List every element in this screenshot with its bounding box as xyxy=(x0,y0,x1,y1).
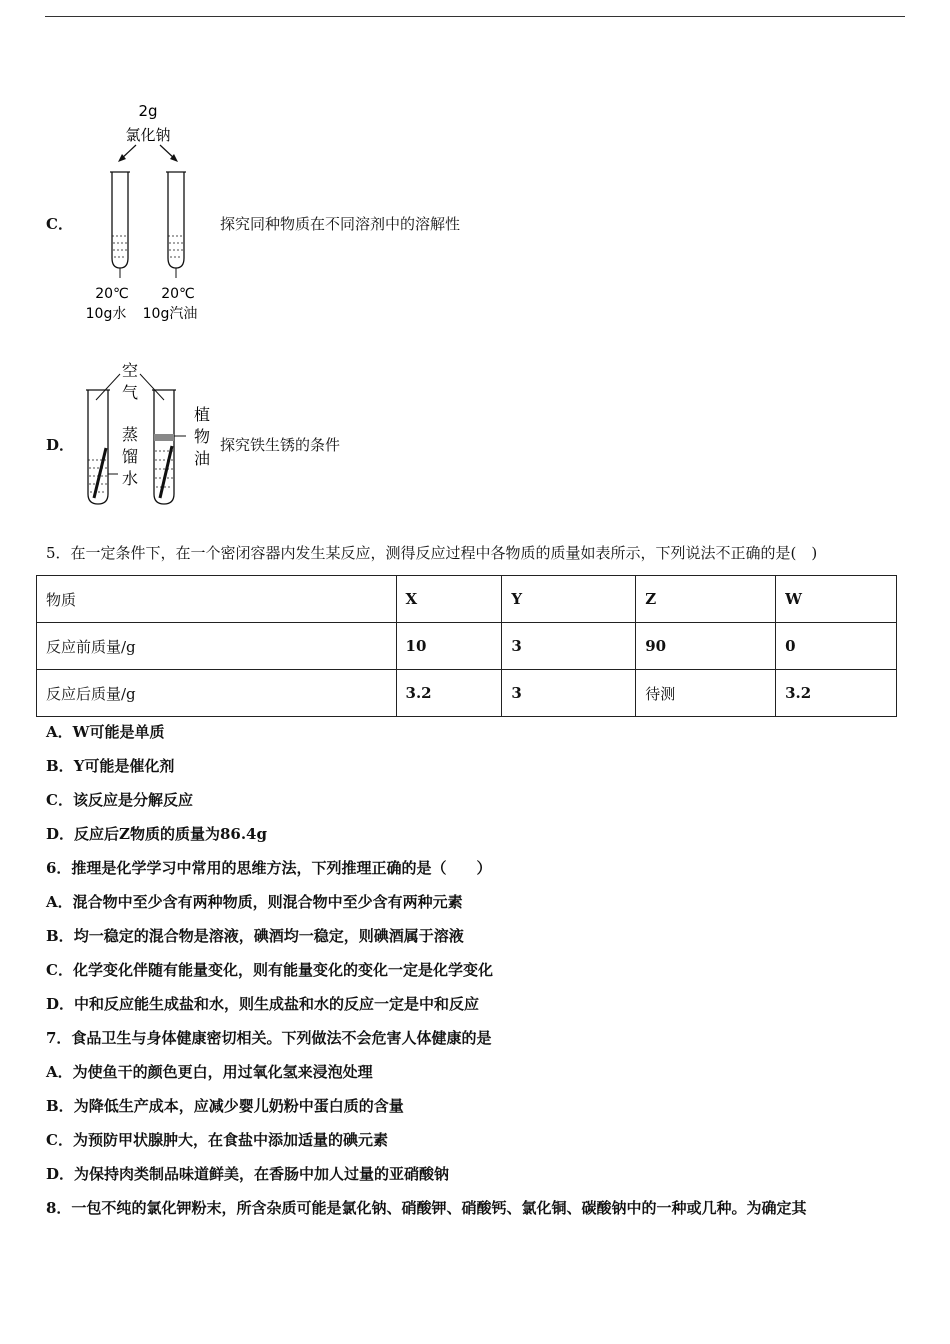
oil-label-2: 物 xyxy=(193,427,211,446)
table-header-row xyxy=(37,576,897,623)
option-text: 为预防甲状腺肿大，在食盐中添加适量的碘元素 xyxy=(72,1131,388,1149)
q5-option-a xyxy=(46,722,165,742)
table-cell: 反应后质量/g xyxy=(37,670,397,717)
left-iron-nail xyxy=(94,448,106,498)
option-text: 混合物中至少含有两种物质，则混合物中至少含有两种元素 xyxy=(72,893,463,911)
table-cell: Z xyxy=(636,576,776,623)
table-cell: 反应前质量/g xyxy=(37,623,397,670)
q7-option-b xyxy=(46,1096,404,1116)
vegetable-oil-layer xyxy=(154,434,174,441)
table-cell: W xyxy=(776,576,897,623)
q7-option-c xyxy=(46,1130,388,1150)
right-test-tube xyxy=(168,172,184,268)
table-cell: 0 xyxy=(776,623,897,670)
q6-option-b xyxy=(46,926,464,946)
option-label: C． xyxy=(46,1131,73,1149)
q6-option-c xyxy=(46,960,493,980)
left-solvent-label: 10g水 xyxy=(85,306,127,322)
option-label: C． xyxy=(46,961,73,979)
right-temp-label: 20℃ xyxy=(161,286,195,302)
option-c-caption: 探究同种物质在不同溶剂中的溶解性 xyxy=(220,215,461,233)
option-label: D． xyxy=(46,1165,75,1183)
option-label: A． xyxy=(46,723,73,741)
q5-option-b xyxy=(46,756,174,776)
option-text: 中和反应能生成盐和水，则生成盐和水的反应一定是中和反应 xyxy=(74,995,480,1013)
table-cell: 3 xyxy=(502,623,636,670)
q5-stem: 5．在一定条件下，在一个密闭容器内发生某反应，测得反应过程中各物质的质量如表所示，下列说法不正确的是( ) xyxy=(46,544,818,562)
option-text: Y可能是催化剂 xyxy=(73,757,175,775)
q8-stem: 8．一包不纯的氯化钾粉末，所含杂质可能是氯化钠、硝酸钾、硝酸钙、氯化铜、碳酸钠中的一种或几种。为确定其 xyxy=(46,1199,807,1217)
air-label-1: 空 xyxy=(121,361,139,380)
table-cell: 物质 xyxy=(37,576,397,623)
table-cell: Y xyxy=(502,576,636,623)
option-text: 为使鱼干的颜色更白，用过氧化氢来浸泡处理 xyxy=(72,1063,373,1081)
option-label: B． xyxy=(46,757,74,775)
table-cell: 3 xyxy=(502,670,636,717)
q7-option-a xyxy=(46,1062,373,1082)
left-temp-label: 20℃ xyxy=(95,286,129,302)
water-label-1: 蒸 xyxy=(121,425,139,444)
table-row xyxy=(37,670,897,717)
q7-option-d xyxy=(46,1164,449,1184)
option-d-label: D． xyxy=(46,436,75,454)
iron-rust-figure xyxy=(78,356,218,508)
option-c-label: C． xyxy=(46,215,73,233)
header-rule xyxy=(45,16,905,17)
option-text: 化学变化伴随有能量变化，则有能量变化的变化一定是化学变化 xyxy=(72,961,493,979)
q5-mass-table xyxy=(36,575,897,717)
option-text: W可能是单质 xyxy=(72,723,165,741)
option-text: 均一稳定的混合物是溶液，碘酒均一稳定，则碘酒属于溶液 xyxy=(73,927,464,945)
table-row xyxy=(37,623,897,670)
option-label: B． xyxy=(46,927,74,945)
table-cell: 待测 xyxy=(636,670,776,717)
table-cell: 3.2 xyxy=(776,670,897,717)
option-d-caption: 探究铁生锈的条件 xyxy=(220,436,341,454)
option-label: A． xyxy=(46,893,73,911)
right-solvent-label: 10g汽油 xyxy=(142,306,198,322)
option-text: 为降低生产成本，应减少婴儿奶粉中蛋白质的含量 xyxy=(73,1097,404,1115)
table-cell: 3.2 xyxy=(396,670,502,717)
oil-label-1: 植 xyxy=(193,405,211,424)
option-label: A． xyxy=(46,1063,73,1081)
q6-stem: 6．推理是化学学习中常用的思维方法，下列推理正确的是（ ） xyxy=(46,859,492,877)
right-tube-liquid xyxy=(168,236,184,257)
fig-top-label-2: 氯化钠 xyxy=(125,126,171,144)
table-cell: 10 xyxy=(396,623,502,670)
air-label-2: 气 xyxy=(121,383,139,402)
option-text: 为保持肉类制品味道鲜美，在香肠中加人过量的亚硝酸钠 xyxy=(74,1165,450,1183)
nacl-solubility-figure xyxy=(78,98,208,326)
q7-stem: 7．食品卫生与身体健康密切相关。下列做法不会危害人体健康的是 xyxy=(46,1029,492,1047)
table-cell: 90 xyxy=(636,623,776,670)
option-label: C． xyxy=(46,791,73,809)
right-iron-nail xyxy=(160,446,172,498)
q6-option-a xyxy=(46,892,463,912)
table-cell: X xyxy=(396,576,502,623)
fig-top-label-1: 2g xyxy=(138,102,158,120)
option-text: 该反应是分解反应 xyxy=(72,791,193,809)
q5-option-d xyxy=(46,824,267,844)
left-test-tube xyxy=(112,172,128,268)
option-label: B． xyxy=(46,1097,74,1115)
water-label-2: 馏 xyxy=(121,447,139,466)
left-tube-liquid xyxy=(112,236,128,257)
q5-option-c xyxy=(46,790,193,810)
option-label: D． xyxy=(46,825,75,843)
option-text: 反应后Z物质的质量为86.4g xyxy=(74,825,267,843)
q6-option-d xyxy=(46,994,479,1014)
option-label: D． xyxy=(46,995,75,1013)
oil-label-3: 油 xyxy=(193,449,211,468)
water-label-3: 水 xyxy=(121,469,139,488)
